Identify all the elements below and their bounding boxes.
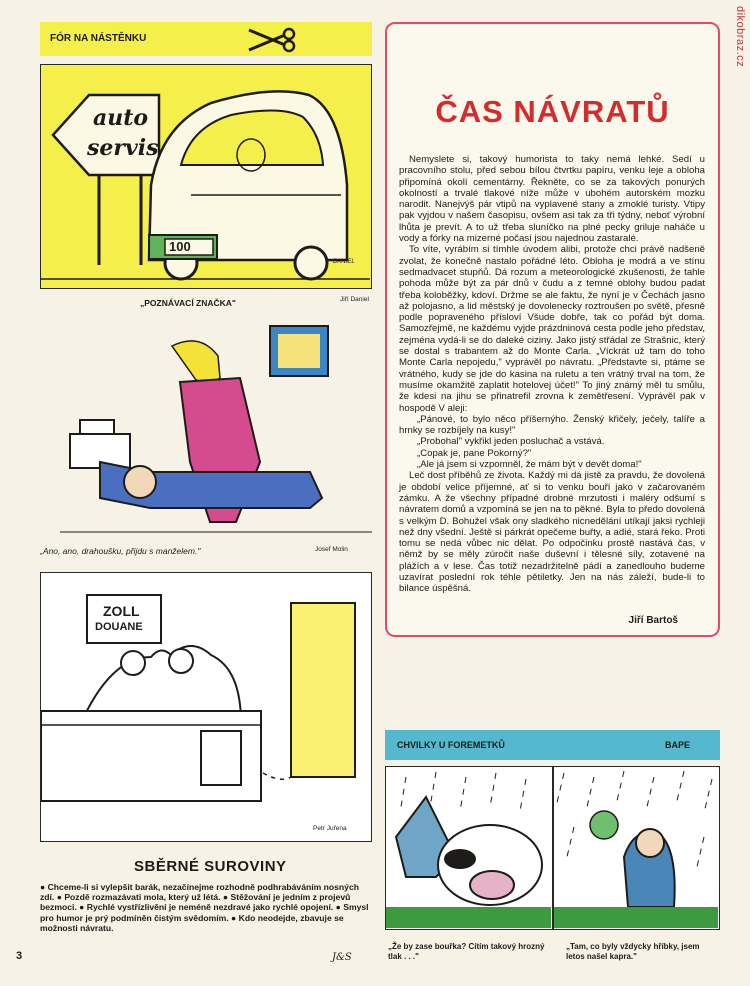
section-header: [40, 22, 372, 56]
sign-text-servis: servis: [87, 135, 159, 161]
bullet: ●: [335, 902, 344, 913]
article-dialogue: „Copak je, pane Pokorný?": [417, 447, 532, 459]
junk-item: Smysl pro humor je prý podmíněn čistým svědomím.: [40, 902, 369, 923]
sign-text-zoll: ZOLL: [103, 603, 140, 619]
strip-title: CHVILKY U FOREMETKŮ: [397, 740, 505, 750]
article-author: Jiří Bartoš: [628, 615, 678, 626]
article-dialogue: „Pánové, to bylo něco příšernýho. Ženský křičely, ječely, talíře a hrnky se rozbíjely na kusy!": [399, 413, 705, 437]
cartoon2-author: Josef Molin: [315, 546, 348, 553]
junk-item: Stěžování je jedním z projevů bezmoci.: [40, 892, 351, 913]
section-header-label: FÓR NA NÁSTĚNKU: [50, 33, 147, 44]
cartoon1-caption: „POZNÁVACÍ ZNAČKA": [140, 298, 236, 308]
license-plate-number: 100: [169, 239, 191, 254]
strip-panel-left: [385, 766, 553, 930]
sign-text-douane: DOUANE: [95, 621, 143, 633]
junk-item: Pozdě rozmazávati mola, který už létá.: [64, 892, 221, 903]
strip-panel-right: [553, 766, 720, 930]
artist-signature: DANIEL: [333, 259, 355, 265]
bullet: ●: [231, 912, 239, 923]
footer-mark: J&S: [332, 952, 352, 963]
bullet: ●: [56, 892, 65, 903]
cartoon-customs: [40, 572, 372, 842]
junk-item: Kdo neodejde, zbavuje se možnosti návratu.: [40, 912, 344, 933]
cartoon2-caption: „Ano, ano, drahoušku, přijdu s manželem.": [40, 546, 201, 556]
bullet: ●: [222, 892, 231, 903]
strip-header: [385, 730, 720, 760]
junk-title: SBĚRNÉ SUROVINY: [134, 858, 287, 875]
article-title: ČAS NÁVRATŮ: [435, 94, 670, 129]
cartoon-auto-servis: [40, 64, 372, 289]
page-number: 3: [16, 950, 23, 962]
sign-text-auto: auto: [93, 105, 149, 131]
article-box: [385, 22, 720, 637]
junk-item: Chceme-li si vylepšit barák, nezačínejme rozhodně podhrabáváním nosných zdí.: [40, 882, 359, 903]
article-body: [399, 154, 705, 595]
junk-aphorisms: [40, 882, 372, 933]
strip-caption-right: „Tam, co byly vždycky hříbky, jsem letos našel kapra.": [566, 942, 700, 961]
strip-author: BAPE: [664, 740, 690, 750]
cartoon1-author: Jiří Daniel: [340, 296, 369, 303]
scissors-icon: [245, 27, 299, 53]
article-paragraph: Leč dost příběhů ze života. Každý mi dá jistě za pravdu, že dovolená je období velice příjemné, ať si to venku bouří jako v začarovaném zámku. A že všechny případné drobné mrzutosti i maléry odšumí s návratem domů a vzpomíná se jen na to pěkné. Byla to předo dovolená s velkým D. Bohužel však ony sladkého nicnedělání utíkají jaksi rychleji než dny všední. Ještě si párkrát opečeme buřty, a adié, stará řeko. Proti tomu se nedá vůbec nic dělat. Po odpočinku prostě nastává čas, v němž by se měly zúročit naše duševní i tělesné síly, zotavené na plážích a v lese. Čas totiž nezadržitelně pádí a zanedlouho budeme uzavírat poslední rok téhle pětiletky. Jen na nás záleží, bude-li to bilance úspěšná.: [399, 470, 705, 595]
article-paragraph: Nemyslete si, takový humorista to taky nemá lehké. Sedí u pracovního stolu, před sebou bílou čtvrtku papíru, venku leje a obloha připomíná okolí cementárny. Řekněte, co se za takových ponurých okolností a trvalé tlakové níže může v ubohém autorském mozku narodit. Nanejvýš pár vtipů na vyplavené stany a zmoklé turisty. Vtipy pak vyjdou v našem časopisu, ovšem asi tak za tři týdny, neboť výrobní lhůta je prevít. A to už třeba sluníčko na plné pecky griluje naháče u vody a fórky na mizerné počasí jsou najednou zastaralé.: [399, 154, 705, 245]
bullet: ●: [79, 902, 87, 913]
article-paragraph: To víte, vyrábím si tímhle úvodem alibi, protože chci právě nadšeně zvolat, že konečně nastalo pořádné léto. Obloha je modrá a ve stínu sedmadvacet stupňů. Dá rozum a meteorologické zkušenosti, že tahle pohoda může být za pár dnů v čudu a z temné oblohy budou padat třeba koloběžky, kdoví. Držme se ale faktu, že nyní je v Čechách jasno až polojasno, a lid městský je dovolenecky roztroušen po světě, přesně podle popraveného přísloví Všude dobře, tak co pořád být doma. Samozřejmě, ne každému vyjde prázdninová cesta podle jeho představ, zejména vydá-li se do daleké ciziny. Jako jistý střádal ze Strašnic, který se dostal s trabantem až do Monte Carla. „Víckrát už tam do toho Monte Carla nepojedu," vyprávěl po návratu. „Představte si, ptáme se vrátného, kudy se jde do kasina na ruletu a ten vrátný trval na tom, že musíme okamžitě zaplatit hotelovej účet!" To jiný známý měl tu smůlu, že kdesi na jihu se přinatrefil zrovna k zemětřesení. Vyprávěl pak v hospodě V aleji:: [399, 244, 705, 414]
cartoon-telephone: [60, 322, 372, 540]
bullet: ●: [40, 882, 48, 892]
article-dialogue: „Probohal" vykřikl jeden posluchač a vstává.: [417, 436, 605, 448]
strip-caption-left: „Že by zase bouřka? Cítím takový hrozný tlak . . .": [388, 942, 545, 961]
article-dialogue: „Ale já jsem si vzpomněl, že mám být v devět doma!": [417, 459, 642, 471]
cartoon3-author: Petr Juřena: [313, 825, 347, 832]
watermark: dikobraz.cz: [734, 6, 746, 68]
junk-item: Rychlé vystřízlivění je neméně nezdravé jako rychlé opojení.: [86, 902, 334, 913]
